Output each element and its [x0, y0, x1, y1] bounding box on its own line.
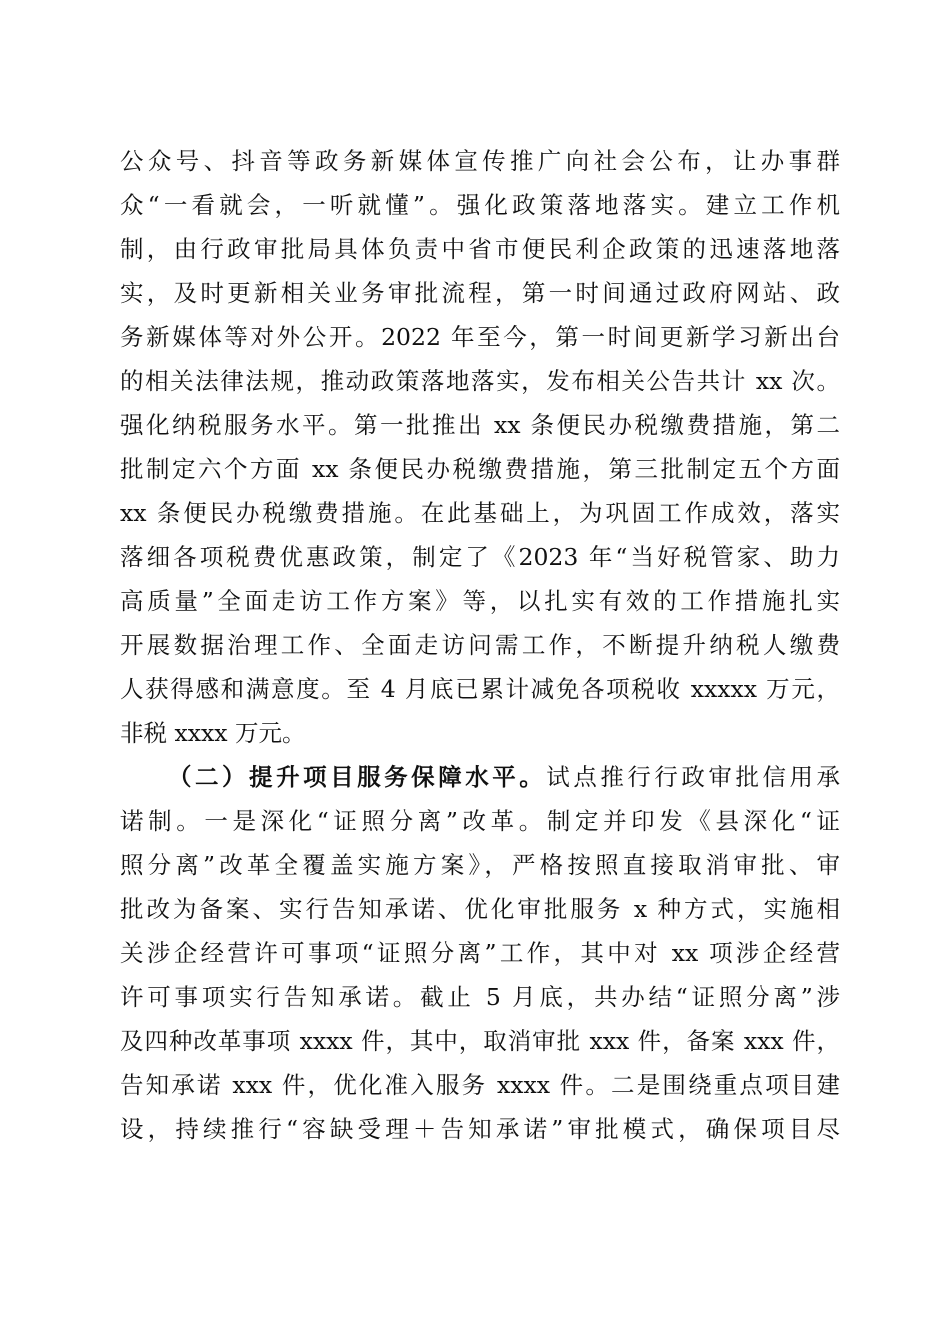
text-line: 众“一看就会，一听就懂”。强化政策落地落实。建立工作机 — [120, 191, 840, 219]
text-line: 实，及时更新相关业务审批流程，第一时间通过政府网站、政 — [120, 279, 840, 307]
text-line: 告知承诺 xxx 件，优化准入服务 xxxx 件。二是围绕重点项目建 — [120, 1071, 840, 1099]
text-line: 开展数据治理工作、全面走访问需工作，不断提升纳税人缴费 — [120, 631, 840, 659]
text-line: 强化纳税服务水平。第一批推出 xx 条便民办税缴费措施，第二 — [120, 411, 840, 439]
text-line: 诺制。一是深化“证照分离”改革。制定并印发《县深化“证 — [120, 807, 840, 835]
text-line: 设，持续推行“容缺受理＋告知承诺”审批模式，确保项目尽 — [120, 1115, 840, 1143]
text-line: 高质量”全面走访工作方案》等，以扎实有效的工作措施扎实 — [120, 587, 840, 615]
text-line: 许可事项实行告知承诺。截止 5 月底，共办结“证照分离”涉 — [120, 983, 840, 1011]
text-line: 务新媒体等对外公开。2022 年至今，第一时间更新学习新出台 — [120, 323, 840, 351]
text-line: 的相关法律法规，推动政策落地落实，发布相关公告共计 xx 次。 — [120, 367, 840, 395]
text-line: 及四种改革事项 xxxx 件，其中，取消审批 xxx 件，备案 xxx 件， — [120, 1027, 840, 1055]
paragraph-first-line — [120, 755, 840, 799]
document-body — [120, 139, 840, 1151]
text-line: 公众号、抖音等政务新媒体宣传推广向社会公布，让办事群 — [120, 147, 840, 175]
text-line: 批制定六个方面 xx 条便民办税缴费措施，第三批制定五个方面 — [120, 455, 840, 483]
text-span: 试点推行行政审批信用承 — [546, 763, 841, 791]
text-line: 人获得感和满意度。至 4 月底已累计减免各项税收 xxxxx 万元， — [120, 675, 840, 703]
text-line: 照分离”改革全覆盖实施方案》，严格按照直接取消审批、审 — [120, 851, 840, 879]
text-line: 非税 xxxx 万元。 — [120, 719, 306, 747]
section-heading: （二）提升项目服务保障水平。 — [168, 763, 547, 791]
paragraph-1 — [120, 139, 840, 755]
text-line: xx 条便民办税缴费措施。在此基础上，为巩固工作成效，落实 — [120, 499, 840, 527]
text-line: 落细各项税费优惠政策，制定了《2023 年“当好税管家、助力 — [120, 543, 840, 571]
text-line: 关涉企经营许可事项“证照分离”工作，其中对 xx 项涉企经营 — [120, 939, 840, 967]
text-line: 批改为备案、实行告知承诺、优化审批服务 x 种方式，实施相 — [120, 895, 840, 923]
text-line: 制，由行政审批局具体负责中省市便民利企政策的迅速落地落 — [120, 235, 840, 263]
paragraph-2 — [120, 755, 840, 1151]
